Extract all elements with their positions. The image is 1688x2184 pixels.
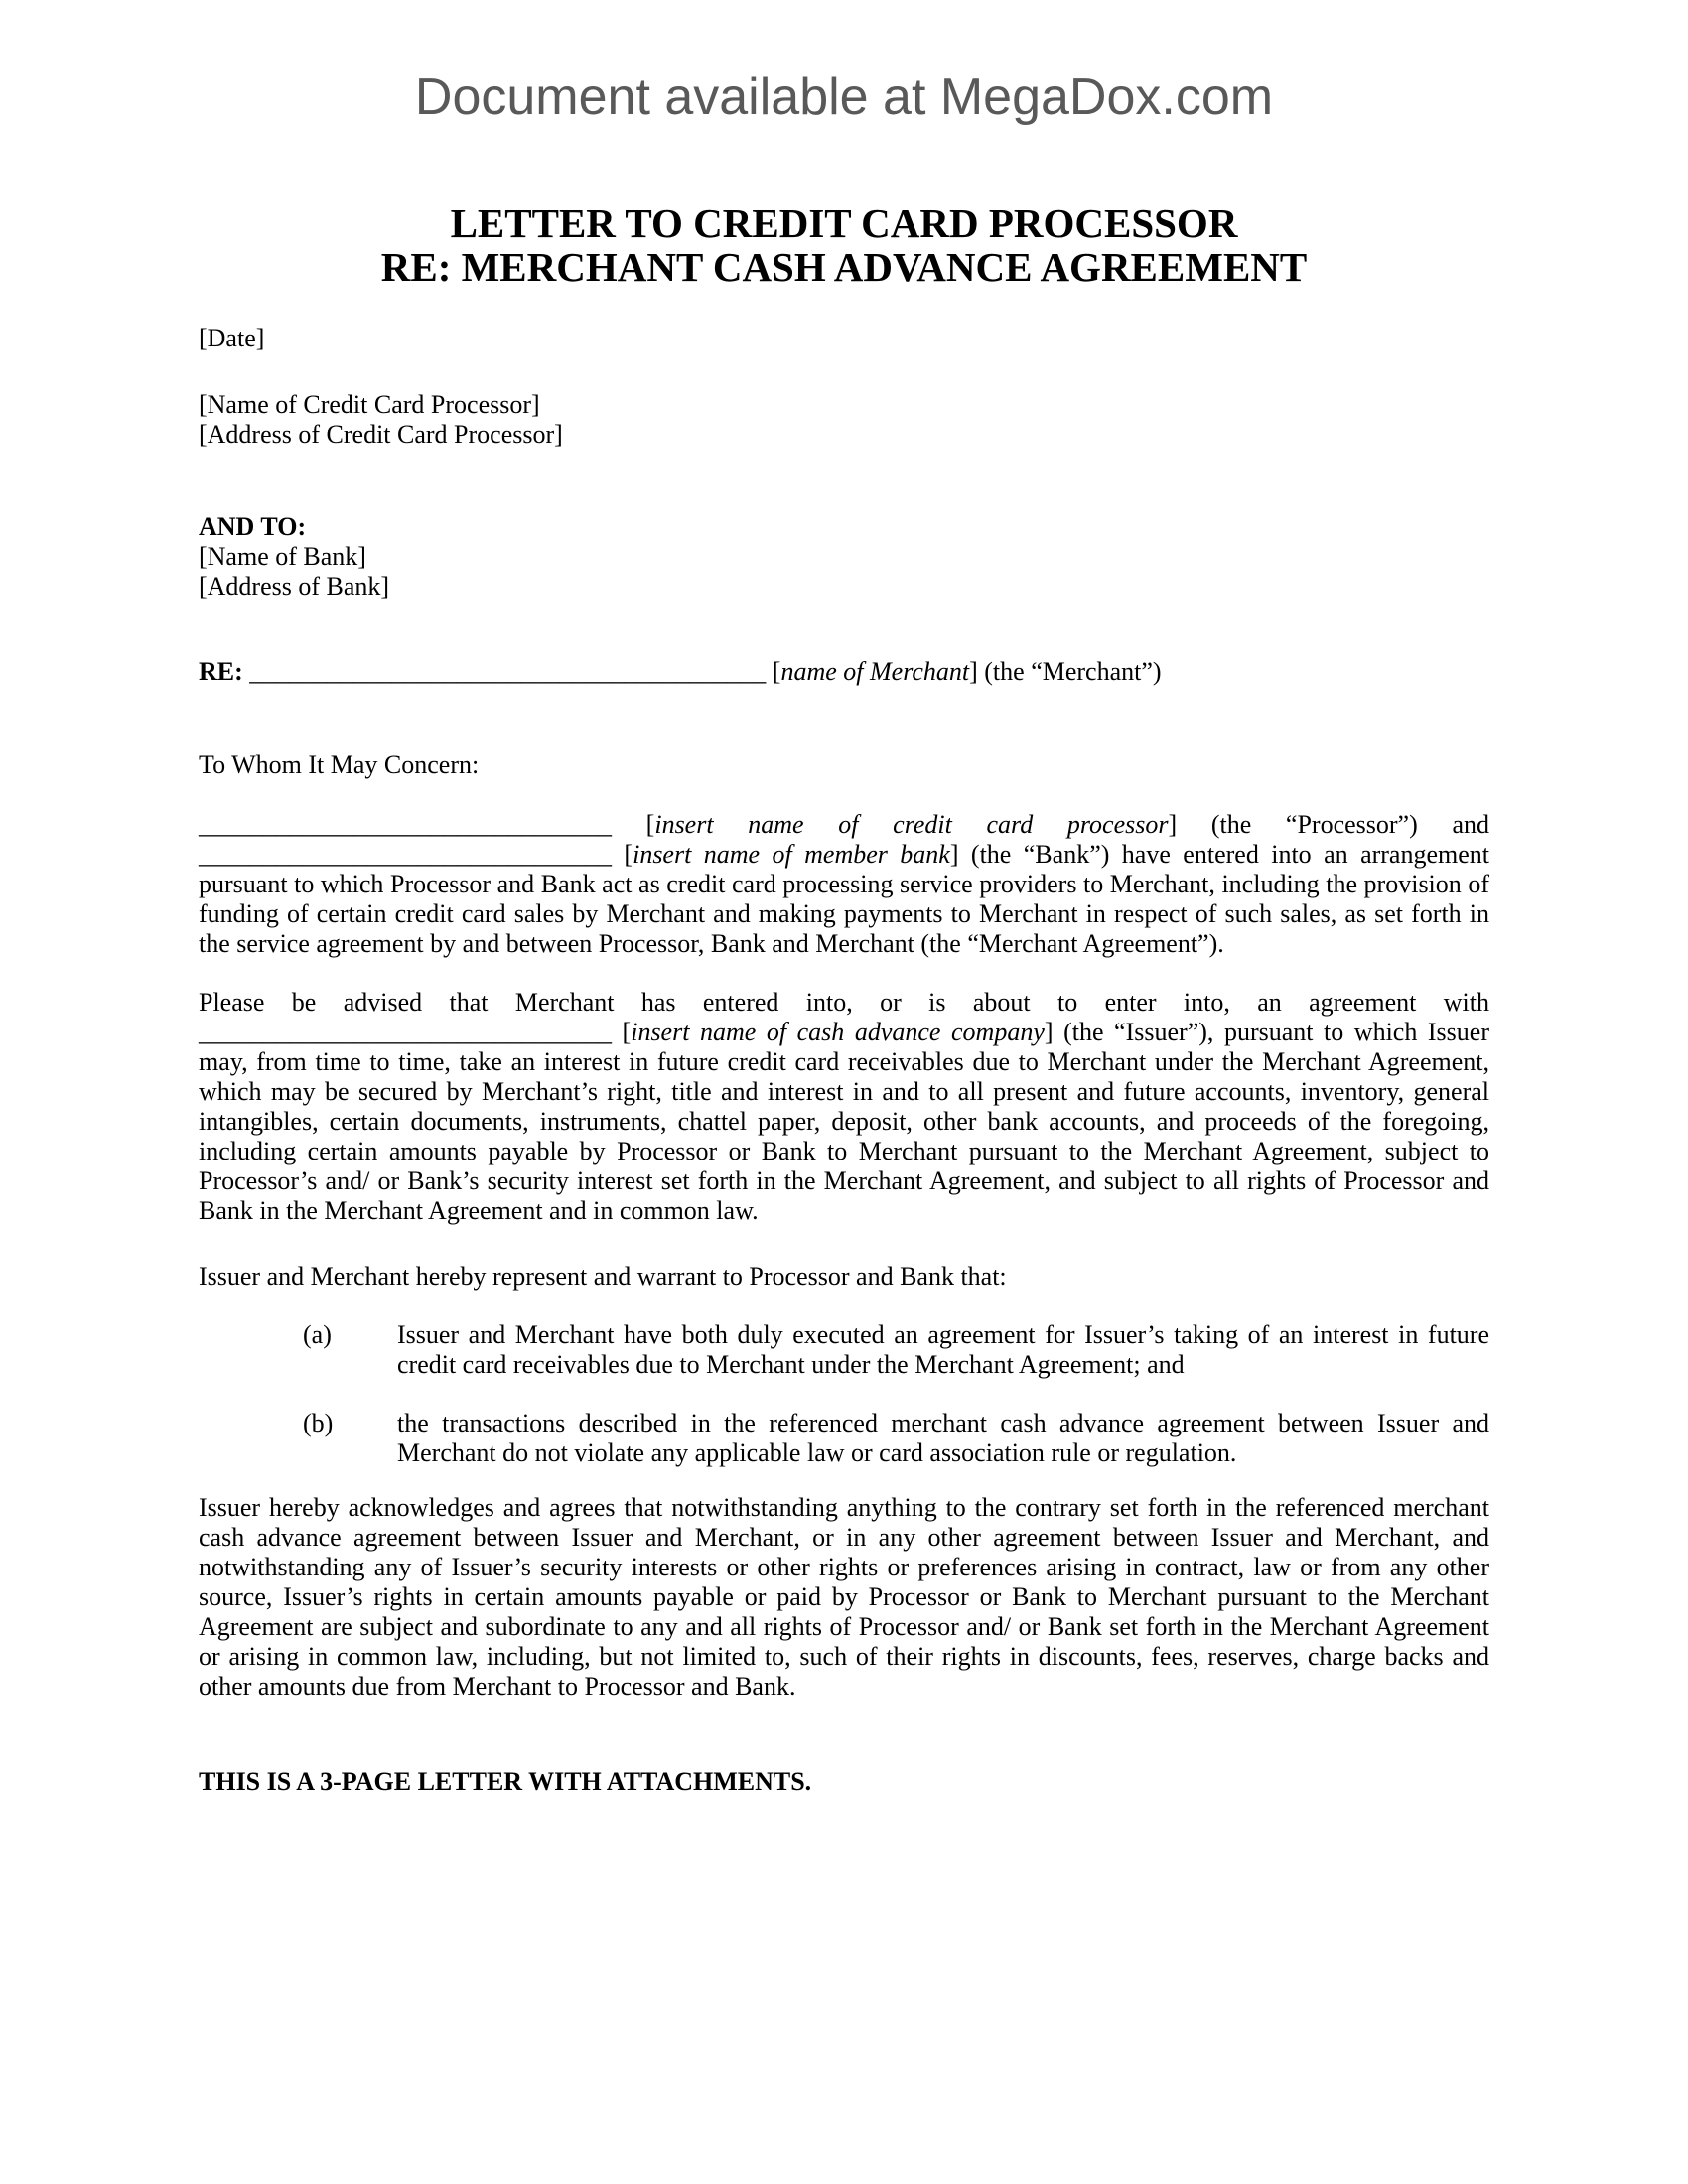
re-line (199, 657, 1489, 687)
text-segment: [ (612, 1018, 632, 1046)
bank-address-block (199, 512, 1489, 602)
processor-address-placeholder: [Address of Credit Card Processor] (199, 420, 563, 449)
title-line-2: RE: MERCHANT CASH ADVANCE AGREEMENT (380, 244, 1308, 290)
insert-hint-text: insert name of credit card processor (654, 810, 1169, 839)
fill-in-blank-line: ________________________________ (199, 810, 612, 839)
re-line-content (243, 657, 1162, 686)
list-item-b (199, 1409, 1489, 1468)
list-item-a-label: (a) (303, 1320, 332, 1349)
list-item-b-label: (b) (303, 1409, 334, 1437)
salutation: To Whom It May Concern: (199, 751, 480, 779)
processor-address-block (199, 390, 1489, 450)
letter-title (199, 202, 1489, 289)
paragraph-subordination: Issuer hereby acknowledges and agrees that notwithstanding anything to the contrary set forth in the referenced merchant cash advance agreement between Issuer and Merchant, or in any other agreement between Issuer and Merchant, and notwithstanding any of Issuer’s security interests or other rights or preferences arising in contract, law or from any other source, Issuer’s rights in certain amounts payable or paid by Processor or Bank to Merchant pursuant to the Merchant Agreement are subject and subordinate to any and all rights of Processor and/ or Bank set forth in the Merchant Agreement or arising in common law, including, but not limited to, such of their rights in discounts, fees, reserves, charge backs and other amounts due from Merchant to Processor and Bank. (199, 1493, 1489, 1701)
fill-in-blank-line: ________________________________ (199, 840, 612, 869)
list-item-a-text: Issuer and Merchant have both duly executed an agreement for Issuer’s taking of an interest in future credit card receivables due to Merchant under the Merchant Agreement; and (397, 1320, 1489, 1379)
text-segment: [ (612, 840, 633, 869)
title-line-1: LETTER TO CREDIT CARD PROCESSOR (450, 201, 1238, 246)
paragraph-represent-warrant: Issuer and Merchant hereby represent and warrant to Processor and Bank that: (199, 1262, 1007, 1291)
fill-in-blank-line: ________________________________________ (249, 657, 767, 686)
text-segment: ] (the “Bank”) have entered into an arrangement pursuant to which Processor and Bank act as credit card processing service providers to Merchant, including the provision of funding of certain credit card sales by Merchant and making payments to Merchant in respect of such sales, as set forth in the service agreement by and between Processor, Bank and Merchant (the “Merchant Agreement”). (199, 840, 1489, 958)
re-label: RE: (199, 657, 243, 686)
insert-hint-text: insert name of cash advance company (631, 1018, 1045, 1046)
and-to-label: AND TO: (199, 512, 307, 541)
text-segment: ] (the “Merchant”) (969, 657, 1162, 686)
footer-note: THIS IS A 3-PAGE LETTER WITH ATTACHMENTS. (199, 1767, 812, 1796)
text-segment: Please be advised that Merchant has entered into, or is about to enter into, an agreement with (199, 988, 1489, 1017)
text-segment: [ (612, 810, 655, 839)
fill-in-blank-line: ________________________________ (199, 1018, 612, 1046)
processor-name-placeholder: [Name of Credit Card Processor] (199, 390, 540, 419)
paragraph-issuer-agreement (199, 988, 1489, 1226)
text-segment: ] (the “Processor”) and (1168, 810, 1489, 839)
insert-hint-text: name of Merchant (780, 657, 970, 686)
paragraph-processor-bank (199, 810, 1489, 959)
list-item-a (199, 1320, 1489, 1380)
text-segment: [ (766, 657, 781, 686)
bank-address-placeholder: [Address of Bank] (199, 572, 390, 601)
watermark-text: Document available at MegaDox.com (414, 68, 1274, 126)
insert-hint-text: insert name of member bank (633, 840, 950, 869)
bank-name-placeholder: [Name of Bank] (199, 542, 366, 571)
date-placeholder: [Date] (199, 324, 265, 352)
text-segment: ] (the “Issuer”), pursuant to which Issuer may, from time to time, take an interest in future credit card receivables due to Merchant under the Merchant Agreement, which may be secured by Merchant’s right, title and interest in and to all present and future accounts, inventory, general intangibles, certain documents, instruments, chattel paper, deposit, other bank accounts, and proceeds of the foregoing, including certain amounts payable by Processor or Bank to Merchant pursuant to the Merchant Agreement, subject to Processor’s and/ or Bank’s security interest set forth in the Merchant Agreement, and subject to all rights of Processor and Bank in the Merchant Agreement and in common law. (199, 1018, 1489, 1225)
list-item-b-text: the transactions described in the referenced merchant cash advance agreement between Issuer and Merchant do not violate any applicable law or card association rule or regulation. (397, 1409, 1489, 1467)
